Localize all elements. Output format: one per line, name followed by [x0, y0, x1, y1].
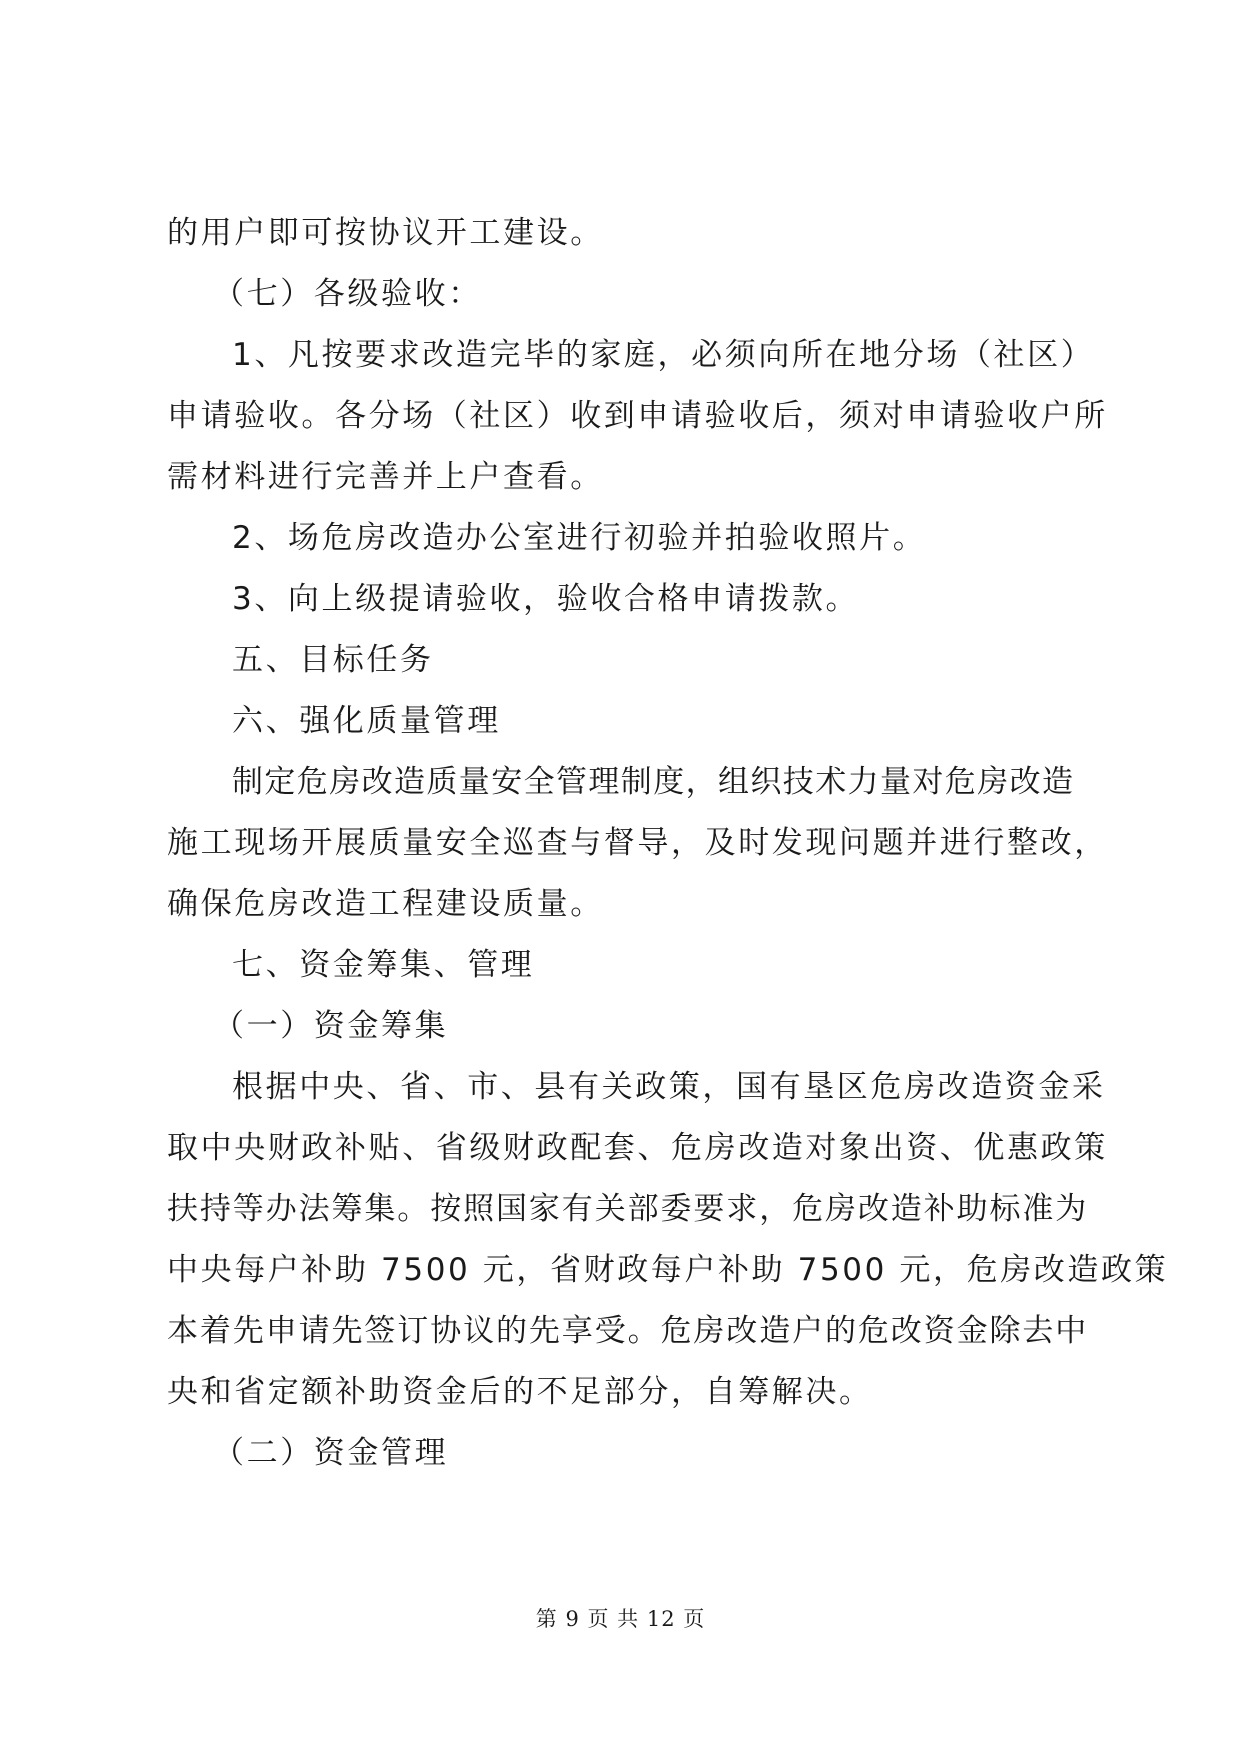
paragraph-line: 申请验收。各分场（社区）收到申请验收后，须对申请验收户所 — [167, 398, 1108, 434]
paragraph-line: 取中央财政补贴、省级财政配套、危房改造对象出资、优惠政策 — [167, 1130, 1108, 1166]
paragraph-line: 扶持等办法筹集。按照国家有关部委要求，危房改造补助标准为 — [167, 1191, 1089, 1227]
section-heading: 五、目标任务 — [232, 642, 434, 678]
paragraph-line: 施工现场开展质量安全巡查与督导，及时发现问题并进行整改， — [167, 825, 1108, 861]
paragraph-line: 本着先申请先签订协议的先享受。危房改造户的危改资金除去中 — [167, 1313, 1089, 1349]
paragraph-line: 1、凡按要求改造完毕的家庭，必须向所在地分场（社区） — [232, 337, 1095, 373]
paragraph-line: 3、向上级提请验收，验收合格申请拨款。 — [232, 581, 860, 617]
section-heading: （二）资金管理 — [213, 1435, 449, 1471]
paragraph-line: 中央每户补助 7500 元，省财政每户补助 7500 元，危房改造政策 — [167, 1252, 1169, 1288]
paragraph-line: 央和省定额补助资金后的不足部分，自筹解决。 — [167, 1374, 873, 1410]
paragraph-line: 根据中央、省、市、县有关政策，国有垦区危房改造资金采 — [232, 1069, 1106, 1105]
paragraph-line: 需材料进行完善并上户查看。 — [167, 459, 604, 495]
section-heading: （七）各级验收： — [213, 276, 482, 312]
page-footer: 第 9 页 共 12 页 — [535, 1607, 706, 1631]
paragraph-line: 制定危房改造质量安全管理制度，组织技术力量对危房改造 — [232, 764, 1075, 800]
paragraph-line: 2、场危房改造办公室进行初验并拍验收照片。 — [232, 520, 927, 556]
paragraph-line: 确保危房改造工程建设质量。 — [167, 886, 604, 922]
paragraph-line: 的用户即可按协议开工建设。 — [167, 215, 604, 251]
section-heading: （一）资金筹集 — [213, 1008, 449, 1044]
section-heading: 七、资金筹集、管理 — [232, 947, 535, 983]
section-heading: 六、强化质量管理 — [232, 703, 501, 739]
